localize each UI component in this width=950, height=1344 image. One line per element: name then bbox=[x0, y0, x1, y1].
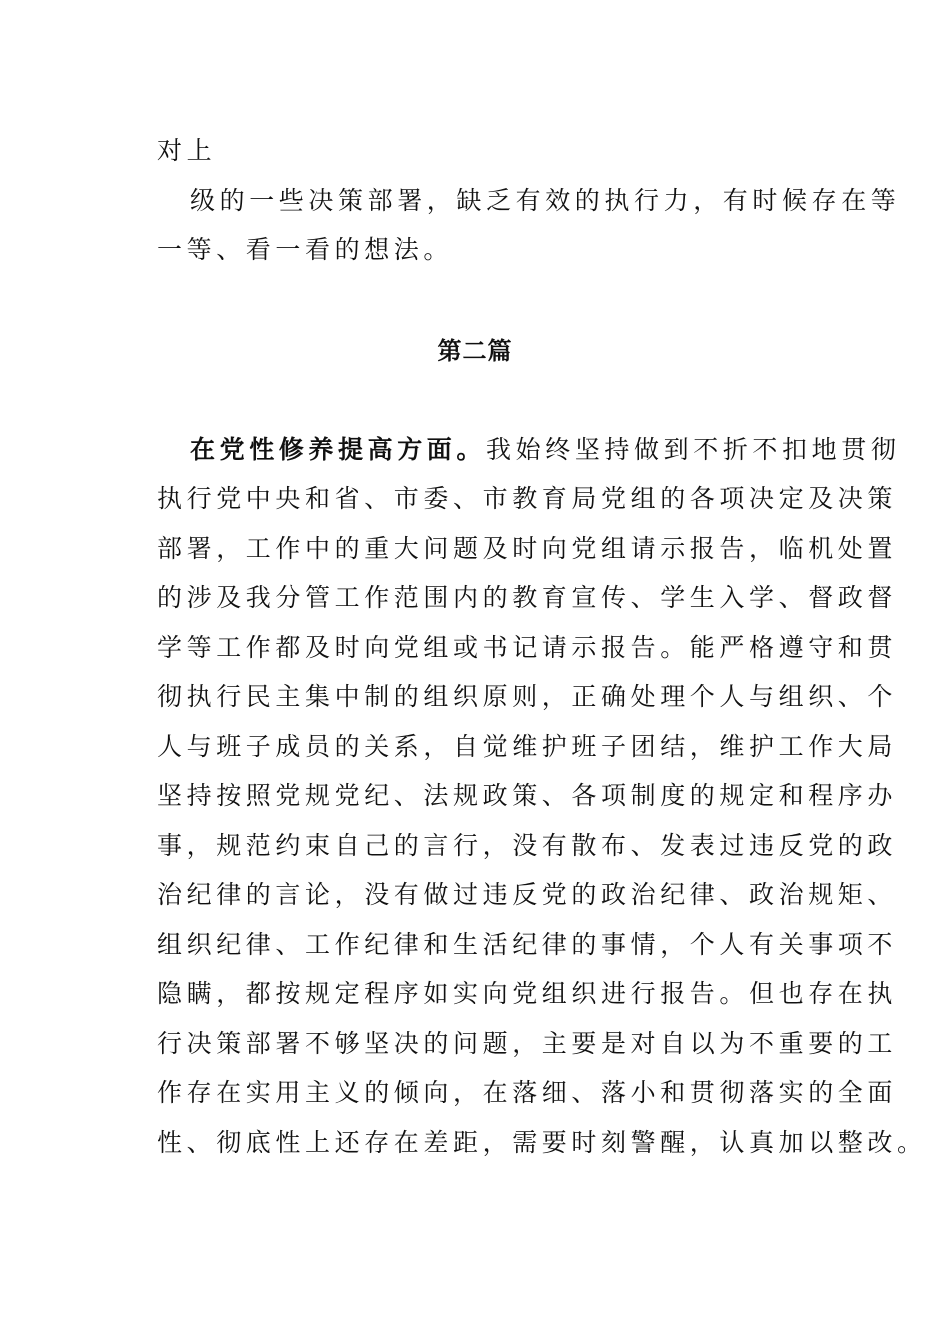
paragraph-line: 隐瞒，都按规定程序如实向党组织进行报告。但也存在执 bbox=[157, 979, 898, 1008]
paragraph-line: 对上 bbox=[157, 136, 217, 165]
paragraph-line: 性、彻底性上还存在差距，需要时刻警醒，认真加以整改。 bbox=[157, 1128, 927, 1157]
paragraph-first-line bbox=[190, 433, 901, 467]
paragraph-bold-lead: 在党性修养提高方面。 bbox=[190, 435, 487, 464]
paragraph-line: 彻执行民主集中制的组织原则，正确处理个人与组织、个 bbox=[157, 682, 898, 711]
paragraph-line: 的涉及我分管工作范围内的教育宣传、学生入学、督政督 bbox=[157, 583, 898, 612]
paragraph-line: 作存在实用主义的倾向，在落细、落小和贯彻落实的全面 bbox=[157, 1078, 898, 1107]
paragraph-line: 治纪律的言论，没有做过违反党的政治纪律、政治规矩、 bbox=[157, 880, 898, 909]
paragraph-line: 执行党中央和省、市委、市教育局党组的各项决定及决策 bbox=[157, 484, 898, 513]
paragraph-line: 部署，工作中的重大问题及时向党组请示报告，临机处置 bbox=[157, 534, 898, 563]
paragraph-line: 一等、看一看的想法。 bbox=[157, 235, 454, 264]
section-heading: 第二篇 bbox=[437, 337, 513, 365]
paragraph-line: 人与班子成员的关系，自觉维护班子团结，维护工作大局 bbox=[157, 732, 898, 761]
paragraph-line: 事，规范约束自己的言行，没有散布、发表过违反党的政 bbox=[157, 831, 898, 860]
paragraph-line: 组织纪律、工作纪律和生活纪律的事情，个人有关事项不 bbox=[157, 930, 898, 959]
paragraph-line: 行决策部署不够坚决的问题，主要是对自以为不重要的工 bbox=[157, 1029, 898, 1058]
paragraph-line: 级的一些决策部署，缺乏有效的执行力，有时候存在等 bbox=[190, 186, 901, 215]
paragraph-line: 坚持按照党规党纪、法规政策、各项制度的规定和程序办 bbox=[157, 781, 898, 810]
paragraph-line: 学等工作都及时向党组或书记请示报告。能严格遵守和贯 bbox=[157, 633, 898, 662]
paragraph-first-line-rest: 我始终坚持做到不折不扣地贯彻 bbox=[486, 435, 901, 464]
